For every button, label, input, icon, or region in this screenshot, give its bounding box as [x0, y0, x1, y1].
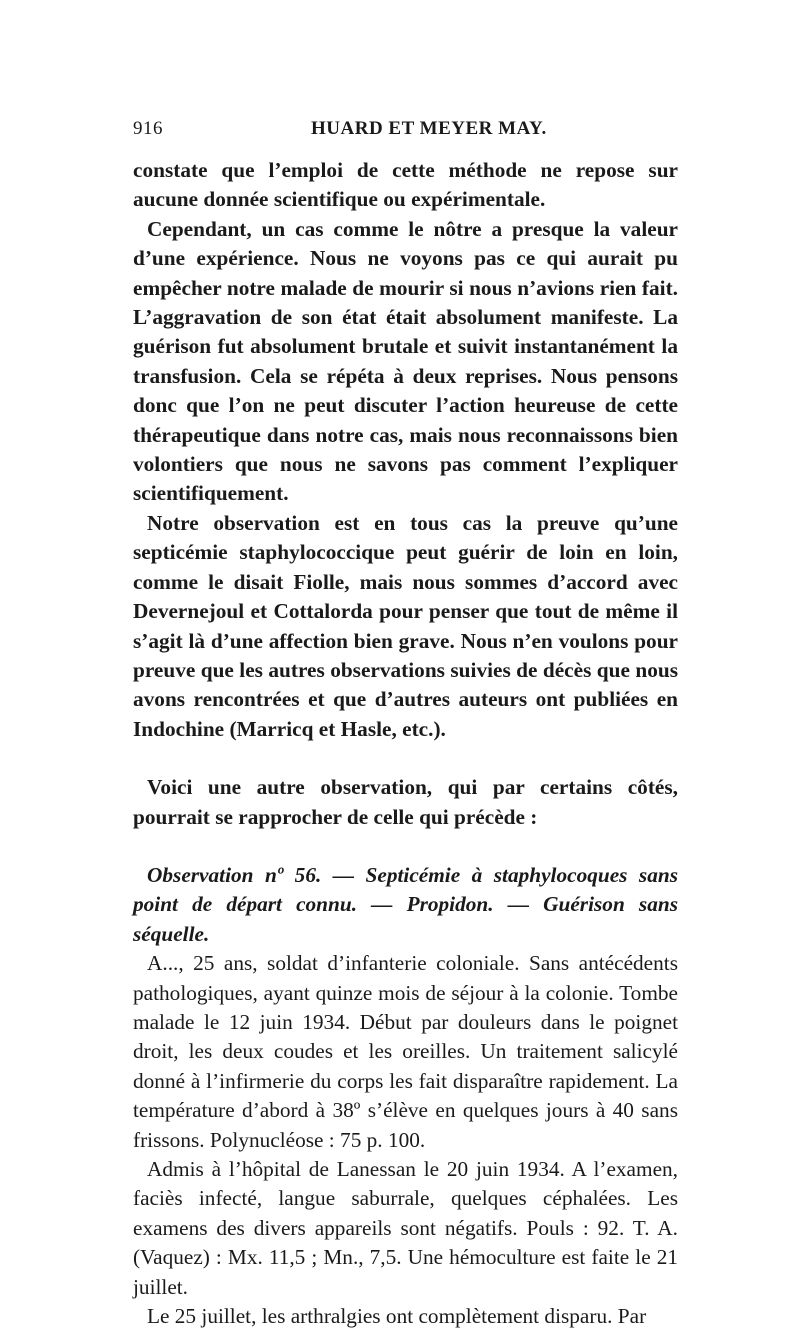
- section-gap: [133, 744, 678, 773]
- paragraph-2: Cependant, un cas comme le nôtre a presque la valeur d’une expérience. Nous ne voyons pas ce qui aurait pu empêcher notre malade de mourir si nous n’avions rien fait. L’aggravation de son état était absolument manifeste. La guérison fut absolument brutale et suivit instantanément la transfusion. Cela se répéta à deux reprises. Nous pensons donc que l’on ne peut discuter l’action heureuse de cette thérapeutique dans notre cas, mais nous reconnaissons bien volontiers que nous ne savons pas comment l’expliquer scientifiquement.: [133, 216, 678, 506]
- observation-paragraph-1: A..., 25 ans, soldat d’infanterie coloniale. Sans antécédents pathologiques, ayant quinze mois de séjour à la colonie. Tombe malade le 12 juin 1934. Début par douleurs dans le poignet droit, les deux coudes et les oreilles. Un traitement salicylé donné à l’infirmerie du corps les fait disparaître rapidement. La température d’abord à 38º s’élève en quelques jours à 40 sans frissons. Polynucléose : 75 p. 100.: [133, 951, 678, 1152]
- observation-title: Observation nº 56. — Septicémie à staphylocoques sans point de départ connu. — Propidon. — Guérison sans séquelle.: [133, 862, 678, 946]
- paragraph-3: Notre observation est en tous cas la preuve qu’une septicémie staphylococcique peut guérir de loin en loin, comme le disait Fiolle, mais nous sommes d’accord avec Devernejoul et Cottalorda pour penser que tout de même il s’agit là d’une affection bien grave. Nous n’en voulons pour preuve que les autres observations suivies de décès que nous avons rencontrées et que d’autres auteurs ont publiées en Indochine (Marricq et Hasle, etc.).: [133, 510, 678, 741]
- section-gap: [133, 832, 678, 861]
- observation-paragraph-2: Admis à l’hôpital de Lanessan le 20 juin 1934. A l’examen, faciès infecté, langue saburrale, quelques céphalées. Les examens des divers appareils sont négatifs. Pouls : 92. T. A. (Vaquez) : Mx. 11,5 ; Mn., 7,5. Une hémoculture est faite le 21 juillet.: [133, 1157, 678, 1299]
- paragraph-4: Voici une autre observation, qui par certains côtés, pourrait se rapprocher de celle qui précède :: [133, 775, 678, 829]
- running-title: HUARD ET MEYER MAY.: [311, 118, 547, 139]
- observation-paragraph-3: Le 25 juillet, les arthralgies ont complètement disparu. Par: [147, 1304, 647, 1329]
- page-number: 916: [133, 118, 163, 139]
- body-text: [133, 156, 678, 1331]
- running-header: [133, 118, 678, 148]
- paragraph-1: constate que l’emploi de cette méthode ne repose sur aucune donnée scientifique ou expérimentale.: [133, 158, 678, 212]
